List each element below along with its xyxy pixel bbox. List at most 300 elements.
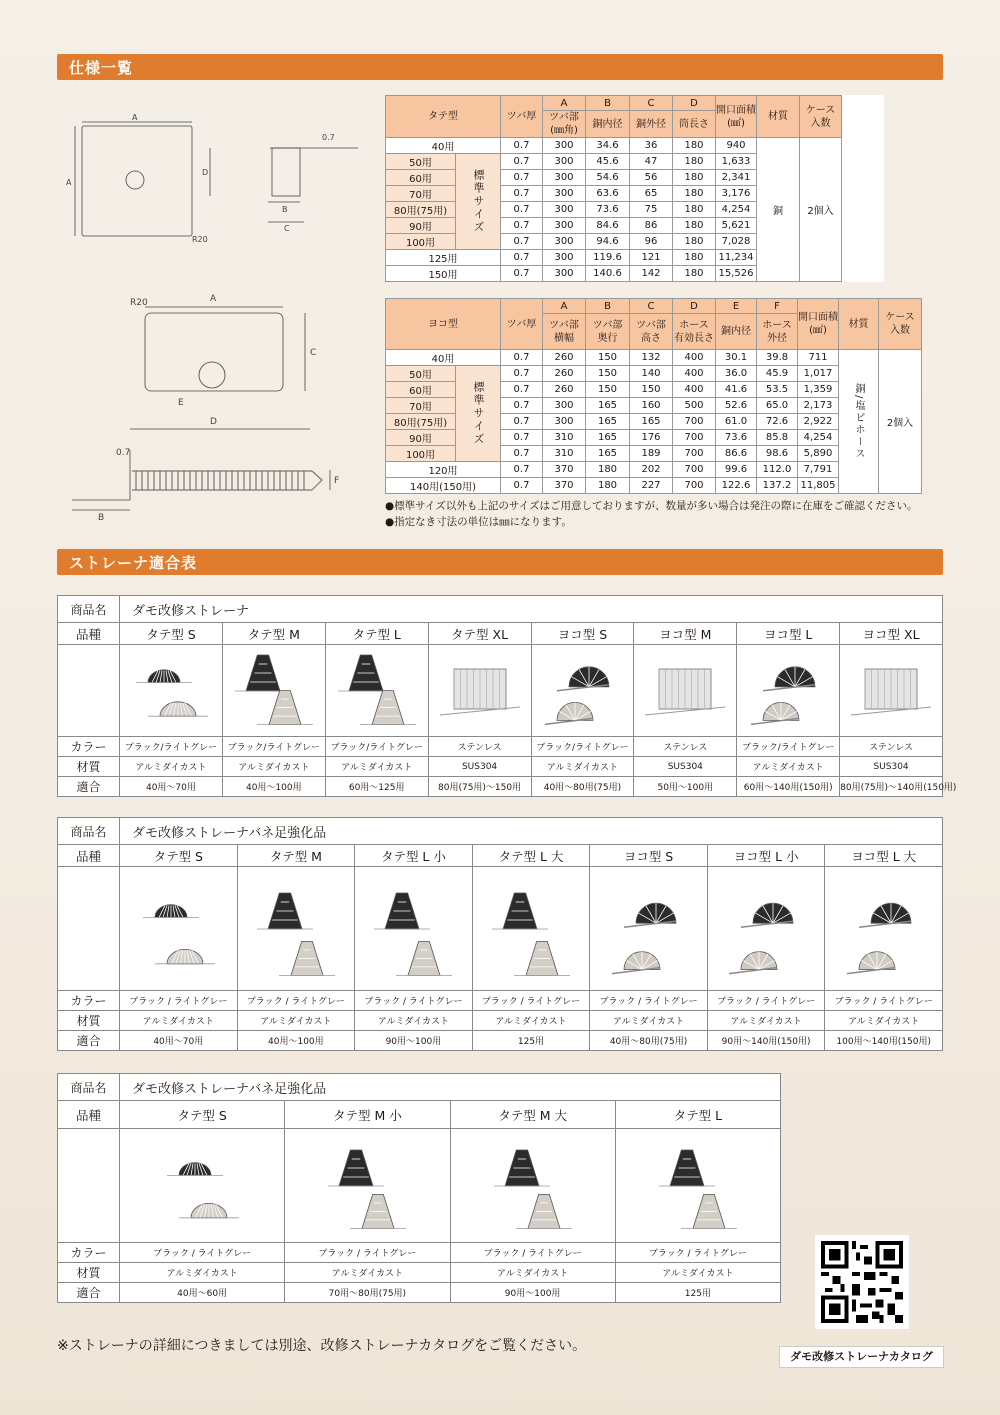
color-cell: ブラック / ライトグレー: [450, 1243, 615, 1263]
value-cell: 300: [543, 218, 586, 234]
value-cell: 300: [543, 186, 586, 202]
value-cell: 119.6: [586, 250, 630, 266]
col-d: D: [673, 96, 716, 111]
strainer-image: [839, 871, 929, 987]
kind-row: [58, 1101, 781, 1129]
label-e: E: [178, 398, 184, 408]
value-cell: 310: [543, 430, 586, 446]
value-cell: 36.0: [716, 366, 757, 382]
value-cell: 370: [543, 462, 586, 478]
value-cell: 300: [543, 398, 586, 414]
value-cell: 11,805: [798, 478, 839, 494]
image-cell: [428, 645, 531, 737]
color-cell: ステンレス: [428, 737, 531, 757]
image-cell: [285, 1129, 450, 1243]
row-label-name: 商品名: [58, 818, 120, 845]
row-label-fit: 適合: [58, 1031, 120, 1051]
size-cell: 90用: [386, 430, 456, 446]
image-row: [58, 867, 943, 991]
size-cell: 60用: [386, 382, 456, 398]
fit-table-3: [57, 1073, 781, 1303]
image-cell: [120, 867, 238, 991]
value-cell: 86.6: [716, 446, 757, 462]
color-cell: ブラック/ライトグレー: [120, 737, 223, 757]
value-cell: 85.8: [757, 430, 798, 446]
color-cell: ブラック / ライトグレー: [472, 991, 590, 1011]
col-open: 開口面積 (㎟): [716, 96, 757, 138]
col-case: ケース 入数: [800, 96, 842, 138]
kind-cell: タテ型 L 大: [472, 845, 590, 867]
note-2: ●指定なき寸法の単位は㎜になります。: [385, 516, 572, 528]
fit-cell: 90用〜140用(150用): [707, 1031, 825, 1051]
fit-cell: 90用〜100用: [450, 1283, 615, 1303]
value-cell: 63.6: [586, 186, 630, 202]
size-cell: 90用: [386, 218, 456, 234]
col-f: F: [757, 299, 798, 314]
kind-cell: ヨコ型 L 大: [825, 845, 943, 867]
fit-cell: 40用〜60用: [120, 1283, 285, 1303]
col-tsuba: ツバ厚: [501, 299, 543, 350]
value-cell: 150: [586, 366, 630, 382]
value-cell: 0.7: [501, 218, 543, 234]
value-cell: 180: [673, 218, 716, 234]
value-cell: 500: [673, 398, 716, 414]
kind-cell: タテ型 M 大: [450, 1101, 615, 1129]
strainer-image: [368, 871, 458, 987]
value-cell: 30.1: [716, 350, 757, 366]
value-cell: 180: [673, 202, 716, 218]
value-cell: 180: [673, 138, 716, 154]
color-cell: ステンレス: [840, 737, 943, 757]
value-cell: 300: [543, 154, 586, 170]
material-cell: アルミダイカスト: [120, 757, 223, 777]
label-a: A: [210, 294, 217, 304]
row-label-material: 材質: [58, 1263, 120, 1283]
value-cell: 180: [673, 266, 716, 282]
value-cell: 0.7: [501, 154, 543, 170]
label-d: D: [210, 417, 217, 427]
value-cell: 300: [543, 234, 586, 250]
value-cell: 180: [586, 462, 630, 478]
col-mat: 材質: [757, 96, 800, 138]
size-cell: 80用(75用): [386, 414, 456, 430]
section-header-spec: 仕様一覧: [57, 54, 943, 80]
row-label-color: カラー: [58, 737, 120, 757]
size-cell: 50用: [386, 366, 456, 382]
color-cell: ブラック / ライトグレー: [120, 991, 238, 1011]
fit-cell: 40用〜80用(75用): [531, 777, 634, 797]
product-name: ダモ改修ストレーナバネ足強化品: [120, 1074, 781, 1101]
value-cell: 2,173: [798, 398, 839, 414]
image-row: [58, 1129, 781, 1243]
value-cell: 65: [630, 186, 673, 202]
value-cell: 0.7: [501, 266, 543, 282]
col-d-sub: 筒長さ: [673, 111, 716, 138]
material-cell: アルミダイカスト: [325, 757, 428, 777]
material-cell: アルミダイカスト: [237, 1011, 355, 1031]
value-cell: 400: [673, 382, 716, 398]
value-cell: 45.6: [586, 154, 630, 170]
tate-type-dimension-drawing: [60, 110, 370, 245]
strainer-image: [332, 649, 422, 733]
col-type: ヨコ型: [386, 299, 501, 350]
color-cell: ブラック/ライトグレー: [531, 737, 634, 757]
row-label-material: 材質: [58, 757, 120, 777]
value-cell: 0.7: [501, 430, 543, 446]
row-label-material: 材質: [58, 1011, 120, 1031]
label-r20: R20: [130, 298, 148, 308]
strainer-image: [251, 871, 341, 987]
value-cell: 0.7: [501, 250, 543, 266]
value-cell: 72.6: [757, 414, 798, 430]
note-1: ●標準サイズ以外も上記のサイズはご用意しておりますが、数量が多い場合は発注の際に在庫をご確認ください。: [385, 500, 918, 512]
value-cell: 1,359: [798, 382, 839, 398]
value-cell: 400: [673, 350, 716, 366]
col-c: C: [630, 96, 673, 111]
value-cell: 300: [543, 250, 586, 266]
label-c: C: [284, 224, 290, 233]
qr-caption: ダモ改修ストレーナカタログ: [779, 1346, 944, 1368]
fit-cell: 80用(75用)〜150用: [428, 777, 531, 797]
value-cell: 300: [543, 202, 586, 218]
value-cell: 140.6: [586, 266, 630, 282]
material-cell: アルミダイカスト: [825, 1011, 943, 1031]
color-row: [58, 737, 943, 757]
case-cell: 2個入: [879, 350, 922, 494]
value-cell: 112.0: [757, 462, 798, 478]
value-cell: 160: [630, 398, 673, 414]
case-cell: 2個入: [800, 138, 842, 282]
strainer-image: [126, 649, 216, 733]
fit-cell: 40用〜100用: [222, 777, 325, 797]
size-cell: 40用: [386, 350, 501, 366]
value-cell: 700: [673, 414, 716, 430]
image-cell: [237, 867, 355, 991]
value-cell: 45.9: [757, 366, 798, 382]
value-cell: 34.6: [586, 138, 630, 154]
value-cell: 300: [543, 138, 586, 154]
value-cell: 165: [586, 430, 630, 446]
strainer-image: [846, 649, 936, 733]
material-row: [58, 757, 943, 777]
size-cell: 120用: [386, 462, 501, 478]
value-cell: 61.0: [716, 414, 757, 430]
value-cell: 700: [673, 430, 716, 446]
image-cell: [707, 867, 825, 991]
color-cell: ブラック / ライトグレー: [825, 991, 943, 1011]
col-b-sub: 銅内径: [586, 111, 630, 138]
col-e: E: [716, 299, 757, 314]
fit-cell: 100用〜140用(150用): [825, 1031, 943, 1051]
value-cell: 180: [673, 234, 716, 250]
material-cell: アルミダイカスト: [707, 1011, 825, 1031]
kind-row: [58, 845, 943, 867]
yoko-spec-table: [385, 298, 922, 494]
label-b: B: [98, 513, 105, 523]
col-e-sub: 銅内径: [716, 314, 757, 350]
fit-cell: 90用〜100用: [355, 1031, 473, 1051]
spec-notes: [385, 498, 917, 530]
row-label-kind: 品種: [58, 1101, 120, 1129]
kind-cell: タテ型 L 小: [355, 845, 473, 867]
size-cell: 150用: [386, 266, 501, 282]
label-r: R20: [192, 235, 208, 244]
row-label-kind: 品種: [58, 845, 120, 867]
row-label-fit: 適合: [58, 1283, 120, 1303]
value-cell: 711: [798, 350, 839, 366]
value-cell: 300: [543, 266, 586, 282]
strainer-image: [743, 649, 833, 733]
value-cell: 0.7: [501, 414, 543, 430]
value-cell: 132: [630, 350, 673, 366]
row-label-fit: 適合: [58, 777, 120, 797]
value-cell: 0.7: [501, 202, 543, 218]
material-cell: アルミダイカスト: [285, 1263, 450, 1283]
col-c: C: [630, 299, 673, 314]
size-cell: 50用: [386, 154, 456, 170]
value-cell: 7,791: [798, 462, 839, 478]
value-cell: 370: [543, 478, 586, 494]
label-t: 0.7: [322, 133, 335, 142]
product-name: ダモ改修ストレーナバネ足強化品: [120, 818, 943, 845]
size-cell: 60用: [386, 170, 456, 186]
image-cell: [615, 1129, 780, 1243]
value-cell: 0.7: [501, 462, 543, 478]
value-cell: 53.5: [757, 382, 798, 398]
color-cell: ブラック / ライトグレー: [237, 991, 355, 1011]
row-label-name: 商品名: [58, 1074, 120, 1101]
material-cell: アルミダイカスト: [531, 757, 634, 777]
value-cell: 94.6: [586, 234, 630, 250]
size-cell: 70用: [386, 186, 456, 202]
image-cell: [590, 867, 708, 991]
qr-code[interactable]: [815, 1235, 909, 1329]
strainer-image: [537, 649, 627, 733]
value-cell: 260: [543, 382, 586, 398]
col-a: A: [543, 96, 586, 111]
value-cell: 121: [630, 250, 673, 266]
strainer-image: [488, 1133, 578, 1239]
kind-cell: タテ型 S: [120, 1101, 285, 1129]
value-cell: 165: [630, 414, 673, 430]
strainer-image: [486, 871, 576, 987]
size-cell: 125用: [386, 250, 501, 266]
strainer-image: [653, 1133, 743, 1239]
col-a: A: [543, 299, 586, 314]
row-label-color: カラー: [58, 1243, 120, 1263]
fit-cell: 40用〜70用: [120, 777, 223, 797]
kind-cell: ヨコ型 S: [531, 623, 634, 645]
image-row: [58, 645, 943, 737]
value-cell: 165: [586, 446, 630, 462]
value-cell: 300: [543, 170, 586, 186]
fit-cell: 80用(75用)〜140用(150用): [840, 777, 943, 797]
kind-cell: タテ型 M 小: [285, 1101, 450, 1129]
col-d-sub: ホース 有効長さ: [673, 314, 716, 350]
value-cell: 5,621: [716, 218, 757, 234]
fit-row: [58, 777, 943, 797]
value-cell: 0.7: [501, 366, 543, 382]
kind-cell: タテ型 L: [325, 623, 428, 645]
spec-row: [386, 138, 884, 154]
value-cell: 180: [673, 170, 716, 186]
color-cell: ブラック / ライトグレー: [120, 1243, 285, 1263]
color-cell: ブラック / ライトグレー: [590, 991, 708, 1011]
material-row: [58, 1263, 781, 1283]
fit-cell: 125用: [472, 1031, 590, 1051]
kind-cell: ヨコ型 XL: [840, 623, 943, 645]
value-cell: 227: [630, 478, 673, 494]
col-b-sub: ツバ部 奥行: [586, 314, 630, 350]
value-cell: 0.7: [501, 138, 543, 154]
fit-cell: 50用〜100用: [634, 777, 737, 797]
kind-cell: タテ型 M: [237, 845, 355, 867]
value-cell: 150: [586, 350, 630, 366]
value-cell: 4,254: [716, 202, 757, 218]
material-cell: アルミダイカスト: [590, 1011, 708, 1031]
image-cell: [120, 1129, 285, 1243]
image-cell: [120, 645, 223, 737]
size-cell: 140用(150用): [386, 478, 501, 494]
fit-row: [58, 1283, 781, 1303]
label-d: D: [202, 168, 209, 177]
col-b: B: [586, 299, 630, 314]
value-cell: 0.7: [501, 186, 543, 202]
value-cell: 165: [586, 414, 630, 430]
image-cell: [222, 645, 325, 737]
value-cell: 1,633: [716, 154, 757, 170]
image-cell: [840, 645, 943, 737]
value-cell: 56: [630, 170, 673, 186]
material-cell: アルミダイカスト: [120, 1011, 238, 1031]
value-cell: 940: [716, 138, 757, 154]
qr-code-icon: [821, 1241, 903, 1323]
size-cell: 100用: [386, 234, 456, 250]
fit-cell: 40用〜100用: [237, 1031, 355, 1051]
material-cell: アルミダイカスト: [615, 1263, 780, 1283]
size-cell: 70用: [386, 398, 456, 414]
product-name-row: [58, 1074, 781, 1101]
value-cell: 0.7: [501, 382, 543, 398]
fit-cell: 40用〜80用(75用): [590, 1031, 708, 1051]
value-cell: 2,922: [798, 414, 839, 430]
section-header-fit: ストレーナ適合表: [57, 549, 943, 575]
label-b: B: [282, 205, 288, 214]
value-cell: 0.7: [501, 478, 543, 494]
col-open: 開口面積 (㎟): [798, 299, 839, 350]
material-cell: アルミダイカスト: [472, 1011, 590, 1031]
row-label-color: カラー: [58, 991, 120, 1011]
material-cell: アルミダイカスト: [737, 757, 840, 777]
product-name-row: [58, 818, 943, 845]
kind-cell: ヨコ型 M: [634, 623, 737, 645]
col-a-sub: ツバ部 横幅: [543, 314, 586, 350]
value-cell: 96: [630, 234, 673, 250]
material-cell: 銅: [757, 138, 800, 282]
value-cell: 5,890: [798, 446, 839, 462]
kind-cell: ヨコ型 S: [590, 845, 708, 867]
value-cell: 11,234: [716, 250, 757, 266]
row-label-image: [58, 645, 120, 737]
fit-cell: 70用〜80用(75用): [285, 1283, 450, 1303]
value-cell: 39.8: [757, 350, 798, 366]
image-cell: [325, 645, 428, 737]
size-cell: 80用(75用): [386, 202, 456, 218]
fit-cell: 40用〜70用: [120, 1031, 238, 1051]
strainer-image: [640, 649, 730, 733]
fit-table-2: [57, 817, 943, 1051]
row-label-image: [58, 867, 120, 991]
strainer-image: [322, 1133, 412, 1239]
image-cell: [450, 1129, 615, 1243]
label-t: 0.7: [116, 448, 131, 458]
value-cell: 1,017: [798, 366, 839, 382]
value-cell: 0.7: [501, 446, 543, 462]
value-cell: 0.7: [501, 170, 543, 186]
value-cell: 122.6: [716, 478, 757, 494]
value-cell: 310: [543, 446, 586, 462]
value-cell: 202: [630, 462, 673, 478]
value-cell: 180: [673, 186, 716, 202]
kind-cell: ヨコ型 L 小: [707, 845, 825, 867]
color-cell: ステンレス: [634, 737, 737, 757]
value-cell: 0.7: [501, 234, 543, 250]
material-cell: SUS304: [428, 757, 531, 777]
yoko-type-dimension-drawing: [60, 285, 370, 523]
tate-spec-table: [385, 95, 884, 282]
image-cell: [737, 645, 840, 737]
value-cell: 36: [630, 138, 673, 154]
value-cell: 0.7: [501, 398, 543, 414]
material-cell: アルミダイカスト: [355, 1011, 473, 1031]
label-a-top: A: [132, 113, 138, 122]
label-f: F: [334, 476, 340, 486]
value-cell: 165: [586, 398, 630, 414]
value-cell: 84.6: [586, 218, 630, 234]
fit-cell: 125用: [615, 1283, 780, 1303]
value-cell: 700: [673, 462, 716, 478]
value-cell: 137.2: [757, 478, 798, 494]
strainer-image: [229, 649, 319, 733]
value-cell: 73.6: [716, 430, 757, 446]
size-cell: 100用: [386, 446, 456, 462]
fit-cell: 60用〜125用: [325, 777, 428, 797]
value-cell: 260: [543, 366, 586, 382]
value-cell: 52.6: [716, 398, 757, 414]
value-cell: 140: [630, 366, 673, 382]
label-c: C: [310, 348, 317, 358]
color-cell: ブラック / ライトグレー: [285, 1243, 450, 1263]
color-cell: ブラック / ライトグレー: [355, 991, 473, 1011]
col-case: ケース 入数: [879, 299, 922, 350]
value-cell: 189: [630, 446, 673, 462]
strainer-image: [133, 871, 223, 987]
value-cell: 150: [630, 382, 673, 398]
value-cell: 142: [630, 266, 673, 282]
kind-cell: タテ型 M: [222, 623, 325, 645]
value-cell: 176: [630, 430, 673, 446]
color-row: [58, 991, 943, 1011]
strainer-image: [604, 871, 694, 987]
value-cell: 150: [586, 382, 630, 398]
col-c-sub: 銅外径: [630, 111, 673, 138]
color-cell: ブラック / ライトグレー: [615, 1243, 780, 1263]
value-cell: 400: [673, 366, 716, 382]
value-cell: 0.7: [501, 350, 543, 366]
col-a-sub: ツバ部 (㎜角): [543, 111, 586, 138]
product-name: ダモ改修ストレーナ: [120, 596, 943, 623]
col-tsuba: ツバ厚: [501, 96, 543, 138]
